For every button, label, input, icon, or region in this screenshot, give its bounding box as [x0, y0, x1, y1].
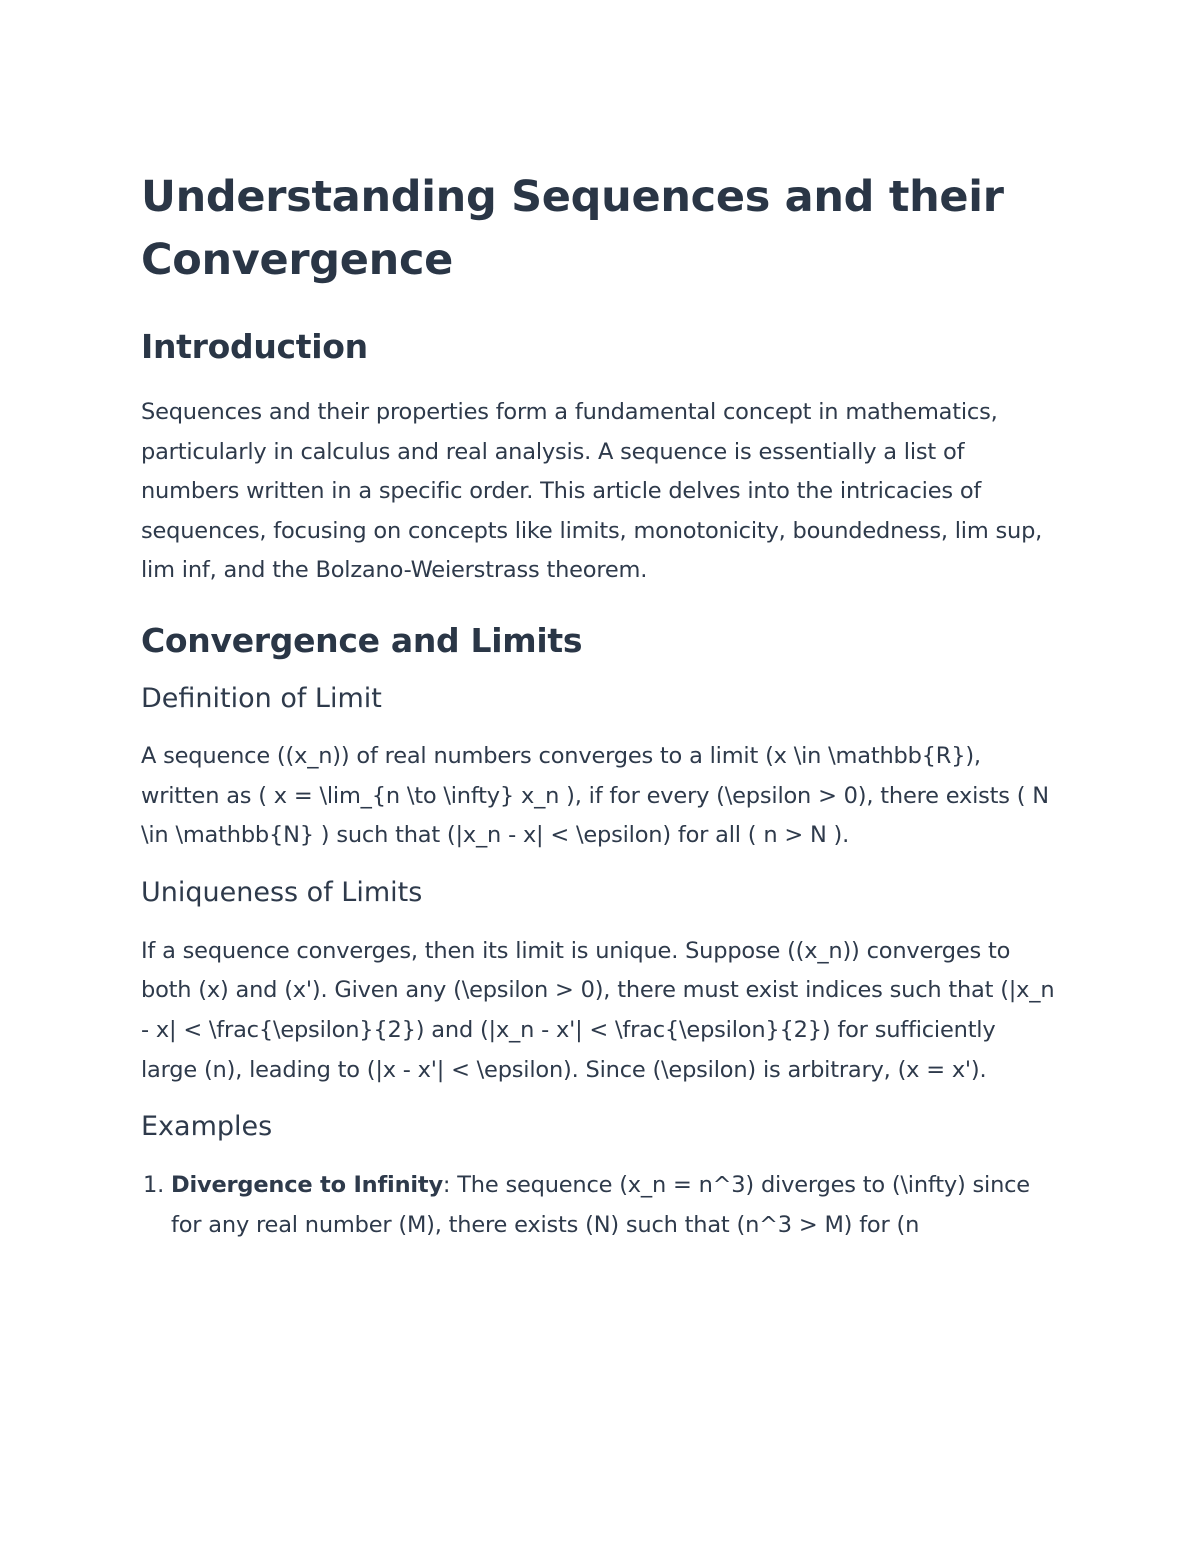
subsection-heading-definition: Definition of Limit [141, 682, 382, 714]
subsection-heading-examples: Examples [141, 1111, 273, 1143]
example-title: Divergence to Infinity [171, 1172, 443, 1199]
introduction-paragraph: Sequences and their properties form a fundamental concept in mathematics, particularly in calculus and real analysis. A sequence is essentially a list of numbers written in a specific order. This article delves into the intricacies of sequences, focusing on concepts like limits, monotonicity, boundedness, lim sup, lim inf, and the Bolzano-Weierstrass theorem. [141, 399, 1043, 584]
subsection-heading-uniqueness: Uniqueness of Limits [141, 876, 423, 908]
document-title: Understanding Sequences and their Convergence [141, 172, 1004, 285]
list-item [171, 1166, 1056, 1245]
definition-paragraph: A sequence ((x_n)) of real numbers converges to a limit (x \in \mathbb{R}), written as ( x = \lim_{n \to \infty} x_n ), if for every (\epsilon > 0), there exists ( N \in \mathbb{N} ) such that (|x_n - x| < \epsilon) for all ( n > N ). [141, 742, 1049, 849]
document-page [141, 166, 1056, 1245]
section-heading-introduction: Introduction [141, 327, 368, 366]
section-heading-convergence: Convergence and Limits [141, 620, 583, 660]
examples-list [141, 1166, 1056, 1245]
example-text: : The sequence (x_n = n^3) diverges to (\infty) since for any real number (M), there exists (N) such that (n^3 > M) for (n [171, 1172, 1030, 1238]
uniqueness-paragraph: If a sequence converges, then its limit is unique. Suppose ((x_n)) converges to both (x) and (x'). Given any (\epsilon > 0), there must exist indices such that (|x_n - x| < \frac{\epsilon}{2}) and (|x_n - x'| < \frac{\epsilon}{2}) for sufficiently large (n), leading to (|x - x'| < \epsilon). Since (\epsilon) is arbitrary, (x = x'). [141, 937, 1055, 1083]
